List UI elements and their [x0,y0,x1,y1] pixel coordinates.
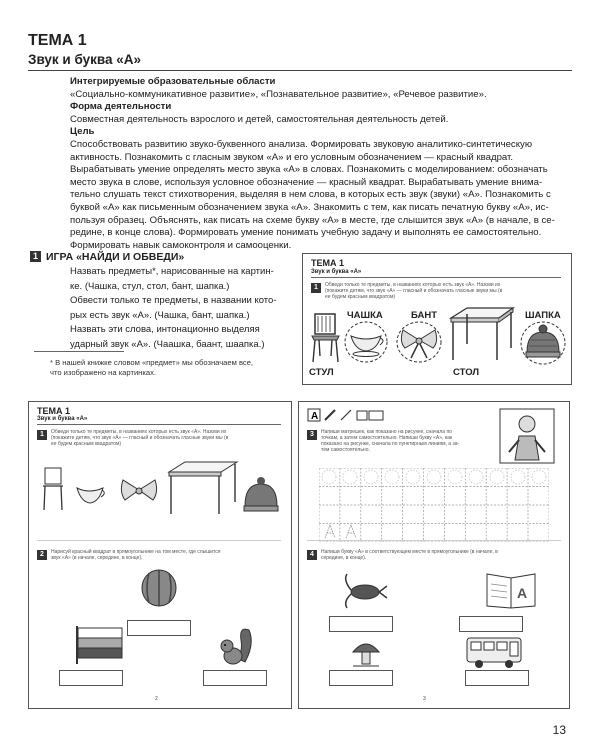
task1-line: Назвать предметы*, нарисованные на картин- [70,266,274,277]
workbook-left-page [28,401,292,709]
footnote-divider [34,351,124,352]
cup-icon [343,320,389,364]
wb-left-separator [37,540,281,541]
chair-icon [309,312,343,364]
footnote-line: что изображено на картинках. [50,367,156,377]
page-subtitle: Звук и буква «А» [28,52,142,67]
wb-task1-line: Обведи только те предметы, в названиях которых есть звук «А». Назови их [51,429,227,435]
intro-section [70,76,570,252]
wb-bow-icon [121,480,156,500]
wb-task3-line: Напиши матрешек, как показано на рисунке, сначала по [321,429,452,435]
wb-task2-line: звук «А» (в начале, середине, в конце). [51,555,143,561]
goal-line: тельно слушать текст стихотворения, выделяя в нем слова, в которых есть звук (звуки) «А». Познакомить с [70,189,551,201]
task1-number: 1 [30,251,41,262]
wb-left-page-number: 2 [155,696,158,702]
wb-task2-number: 2 [37,550,47,560]
answer-box[interactable] [329,616,393,632]
wb-task1-number: 1 [37,430,47,440]
hat-icon [519,320,567,366]
wb-task4-line: середине, в конце). [321,555,367,561]
workbook-right-page [298,401,570,709]
wb-left-divider [37,424,281,425]
card-preview [302,253,572,385]
task1-heading: ИГРА «НАЙДИ И ОБВЕДИ» [46,251,185,263]
alphabet-book-icon [485,568,537,610]
answer-box[interactable] [127,620,191,636]
goal-line: пользуя образец. Объяснять, как писать на схеме букву «А» в месте, где слышится звук «А» (в начале, в се- [70,214,555,226]
card-instr-line: (покажите детям, что звук «А» — гласный и обозначать гласные звуки мы (в [325,288,503,294]
wb-table-icon [169,462,237,514]
goal-line: Формировать навык самоконтроля и самооценки. [70,239,292,251]
bus-icon [465,634,525,670]
wb-task3-number: 3 [307,430,317,440]
label-bow: БАНТ [411,310,437,321]
goal-line: Вырабатывать умение определять место звука «А» в словах. Познакомить с моделированием: обозначать [70,164,548,176]
form-heading: Форма деятельности [70,101,172,113]
pen-icon [341,410,351,420]
card-title: ТЕМА 1 [311,258,345,268]
wb-task3-line: показано на рисунке, сначала по пунктирным линиям, а за- [321,441,460,447]
areas-heading: Интегрируемые образовательные области [70,76,276,87]
svg-text:A: A [311,411,319,422]
wb-task2-line: Нарисуй красный квадрат в прямоугольнике на том месте, где слышится [51,549,221,555]
wb-task4-text [321,549,561,561]
task1-line: рых есть звук «А». (Чашка, бант, шапка.) [70,309,250,321]
goal-line: место звука в слове, используя условное обозначение — красный квадрат. Вырабатывать умение внима- [70,176,543,188]
form-text: Совместная деятельность взрослого и детей, самостоятельная деятельность детей. [70,113,449,125]
wb-task4-line: Напиши букву «А» в соответствующем месте в прямоугольнике (в начале, в [321,549,498,555]
wb-left-title: ТЕМА 1 [37,406,71,416]
watermelon-icon [139,568,179,608]
footnote-line: * В нашей книжке словом «предмет» мы обозначаем все, [50,358,254,367]
goal-line: Способствовать развитию звуко-буквенного анализа. Формировать звуковую аналитико-синтетическую [70,138,533,150]
task1-line: Назвать эти слова, интонационно выделяя [70,324,260,336]
child-writing-illustration [499,408,555,464]
footnote [50,358,290,377]
wb-task3-text [321,429,491,453]
crayfish-icon [339,570,389,610]
wb-items-row [41,458,281,518]
card-number: 1 [311,283,321,293]
goal-heading: Цель [70,126,95,138]
wb-left-subtitle: Звук и буква «А» [37,416,88,422]
wb-task1-text [51,429,281,447]
wb-right-separator [307,540,561,541]
label-hat: ШАПКА [525,310,561,321]
answer-box[interactable] [59,670,123,686]
flag-icon [73,624,125,664]
wb-right-page-number: 3 [423,696,426,702]
areas-text: «Социально-коммуникативное развитие», «Познавательное развитие», «Речевое развитие». [70,88,487,100]
pencil-icon [325,410,335,420]
wb-task4-number: 4 [307,550,317,560]
answer-box[interactable] [329,670,393,686]
task1-body [70,266,292,354]
bow-icon [395,320,443,364]
header-divider [28,70,572,71]
card-instr-line: ее будем красным квадратом) [325,294,396,300]
card-instr-line: Обведи только те предметы, в названиях которых есть звук «А». Назови их [325,282,501,288]
card-subtitle: Звук и буква «А» [311,269,362,275]
wb-task2-text [51,549,281,561]
wb-chair-icon [43,468,63,510]
wb-cup-icon [77,488,104,503]
squirrel-icon [215,624,259,668]
table-icon [447,304,517,364]
task1-line: ке. (Чашка, стул, стол, бант, шапка.) [70,280,230,292]
goal-line: буквой «А» как письменным обозначением звука «А». Знакомить с тем, как писать печатную букву «А», ис- [70,201,549,213]
notebook-icon [369,411,383,420]
goal-line: редине, в конце слова). Формировать умение понимать учебную задачу и выполнять ее самостоятельно. [70,227,542,239]
goal-line: активность. Познакомить с гласным звуком «А» и его условным обозначением — красный квадрат. [70,151,514,163]
wb-task3-line: точкам, а затем самостоятельно. Напиши букву «А», как [321,435,453,441]
card-divider [311,277,561,278]
svg-text:A: A [517,585,528,601]
wb-hat-icon [244,477,278,511]
label-cup: ЧАШКА [347,310,383,321]
answer-box[interactable] [459,616,523,632]
writing-grid [319,468,549,542]
mushroom-icon [351,638,381,668]
label-table: СТОЛ [453,367,480,378]
book-icon [357,411,367,420]
page-title: ТЕМА 1 [28,32,87,49]
task1-line: Обвести только те предметы, в названии кото- [70,295,277,307]
wb-task1-line: (покажите детям, что звук «А» — гласный и обозначать гласные звуки мы (в [51,435,229,441]
card-instructions [325,282,565,300]
label-chair: СТУЛ [309,367,334,378]
task1-line: ударный звук «А». (Чаашка, баант, шаапка.) [70,338,265,350]
wb-task3-line: тем самостоятельно. [321,447,370,453]
activity-icons [307,408,387,422]
page-number: 13 [552,723,566,737]
answer-box[interactable] [203,670,267,686]
wb-task1-line: ее будем красным квадратом) [51,441,122,447]
answer-box[interactable] [465,670,529,686]
